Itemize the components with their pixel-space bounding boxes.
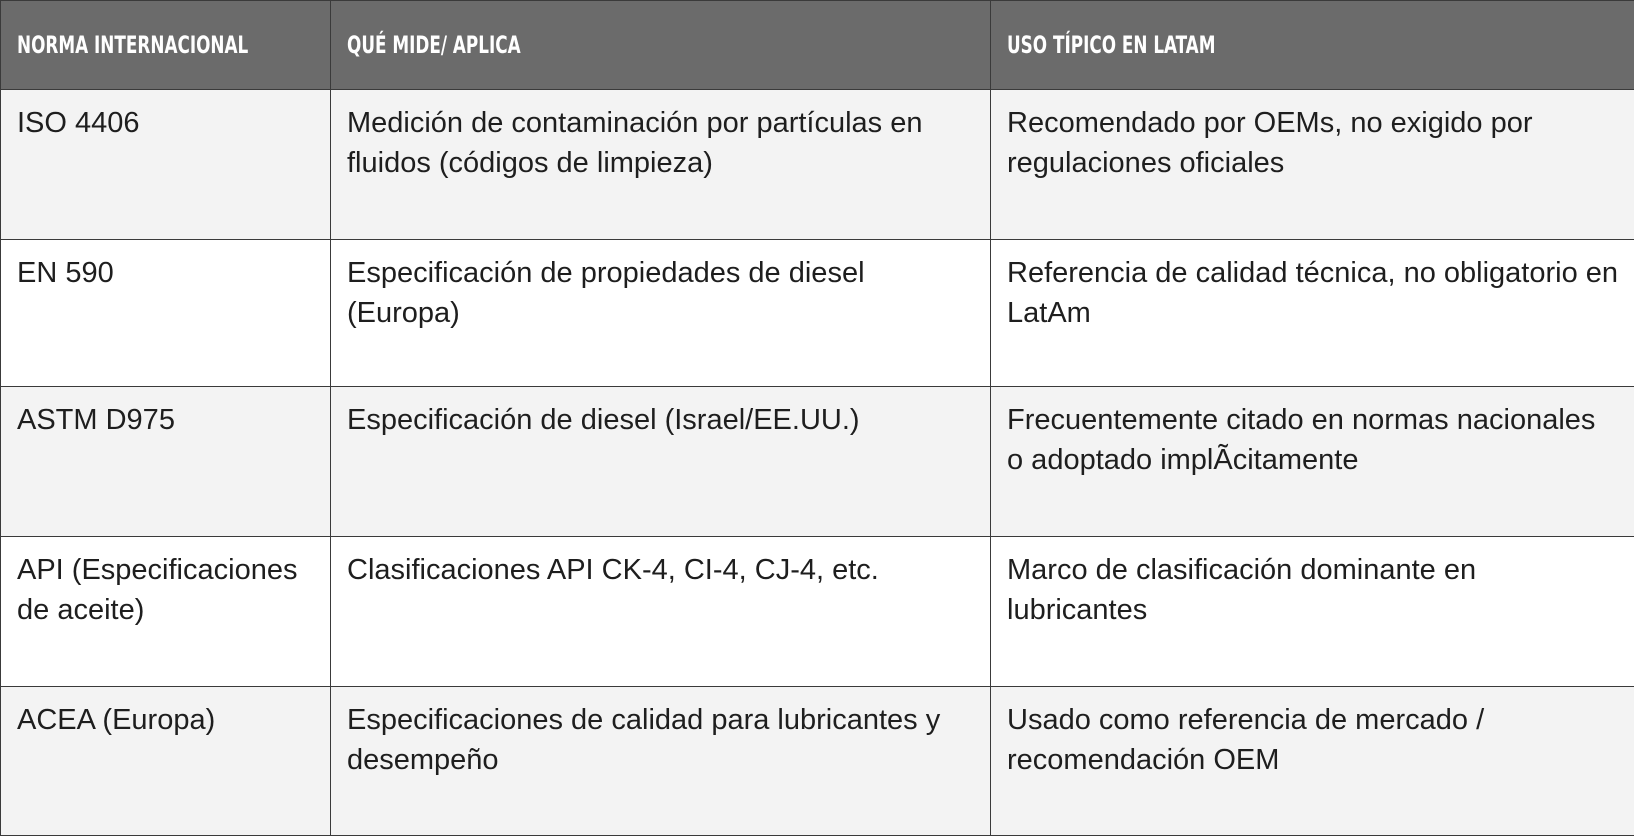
cell-norma: ISO 4406 [1, 90, 331, 240]
cell-uso-latam: Referencia de calidad técnica, no obligatorio en LatAm [991, 240, 1634, 387]
table-row [1, 387, 1634, 537]
table-body [1, 90, 1634, 836]
cell-uso-latam: Recomendado por OEMs, no exigido por regulaciones oficiales [991, 90, 1634, 240]
cell-norma: API (Especificaciones de aceite) [1, 537, 331, 687]
header-que-mide: QUÉ MIDE/ APLICA [331, 1, 991, 90]
table-row [1, 537, 1634, 687]
table-row [1, 687, 1634, 836]
table-header [1, 1, 1634, 90]
cell-que-mide: Especificación de diesel (Israel/EE.UU.) [331, 387, 991, 537]
header-norma: NORMA INTERNACIONAL [1, 1, 331, 90]
header-uso-latam: USO TÍPICO EN LATAM [991, 1, 1634, 90]
cell-uso-latam: Marco de clasificación dominante en lubricantes [991, 537, 1634, 687]
cell-norma: ACEA (Europa) [1, 687, 331, 836]
cell-uso-latam: Usado como referencia de mercado / recomendación OEM [991, 687, 1634, 836]
table-row [1, 240, 1634, 387]
cell-norma: ASTM D975 [1, 387, 331, 537]
cell-que-mide: Clasificaciones API CK-4, CI-4, CJ-4, etc. [331, 537, 991, 687]
cell-que-mide: Especificaciones de calidad para lubricantes y desempeño [331, 687, 991, 836]
cell-que-mide: Medición de contaminación por partículas en fluidos (códigos de limpieza) [331, 90, 991, 240]
cell-que-mide: Especificación de propiedades de diesel (Europa) [331, 240, 991, 387]
cell-uso-latam: Frecuentemente citado en normas nacionales o adoptado implÃcitamente [991, 387, 1634, 537]
header-row [1, 1, 1634, 90]
table-row [1, 90, 1634, 240]
cell-norma: EN 590 [1, 240, 331, 387]
